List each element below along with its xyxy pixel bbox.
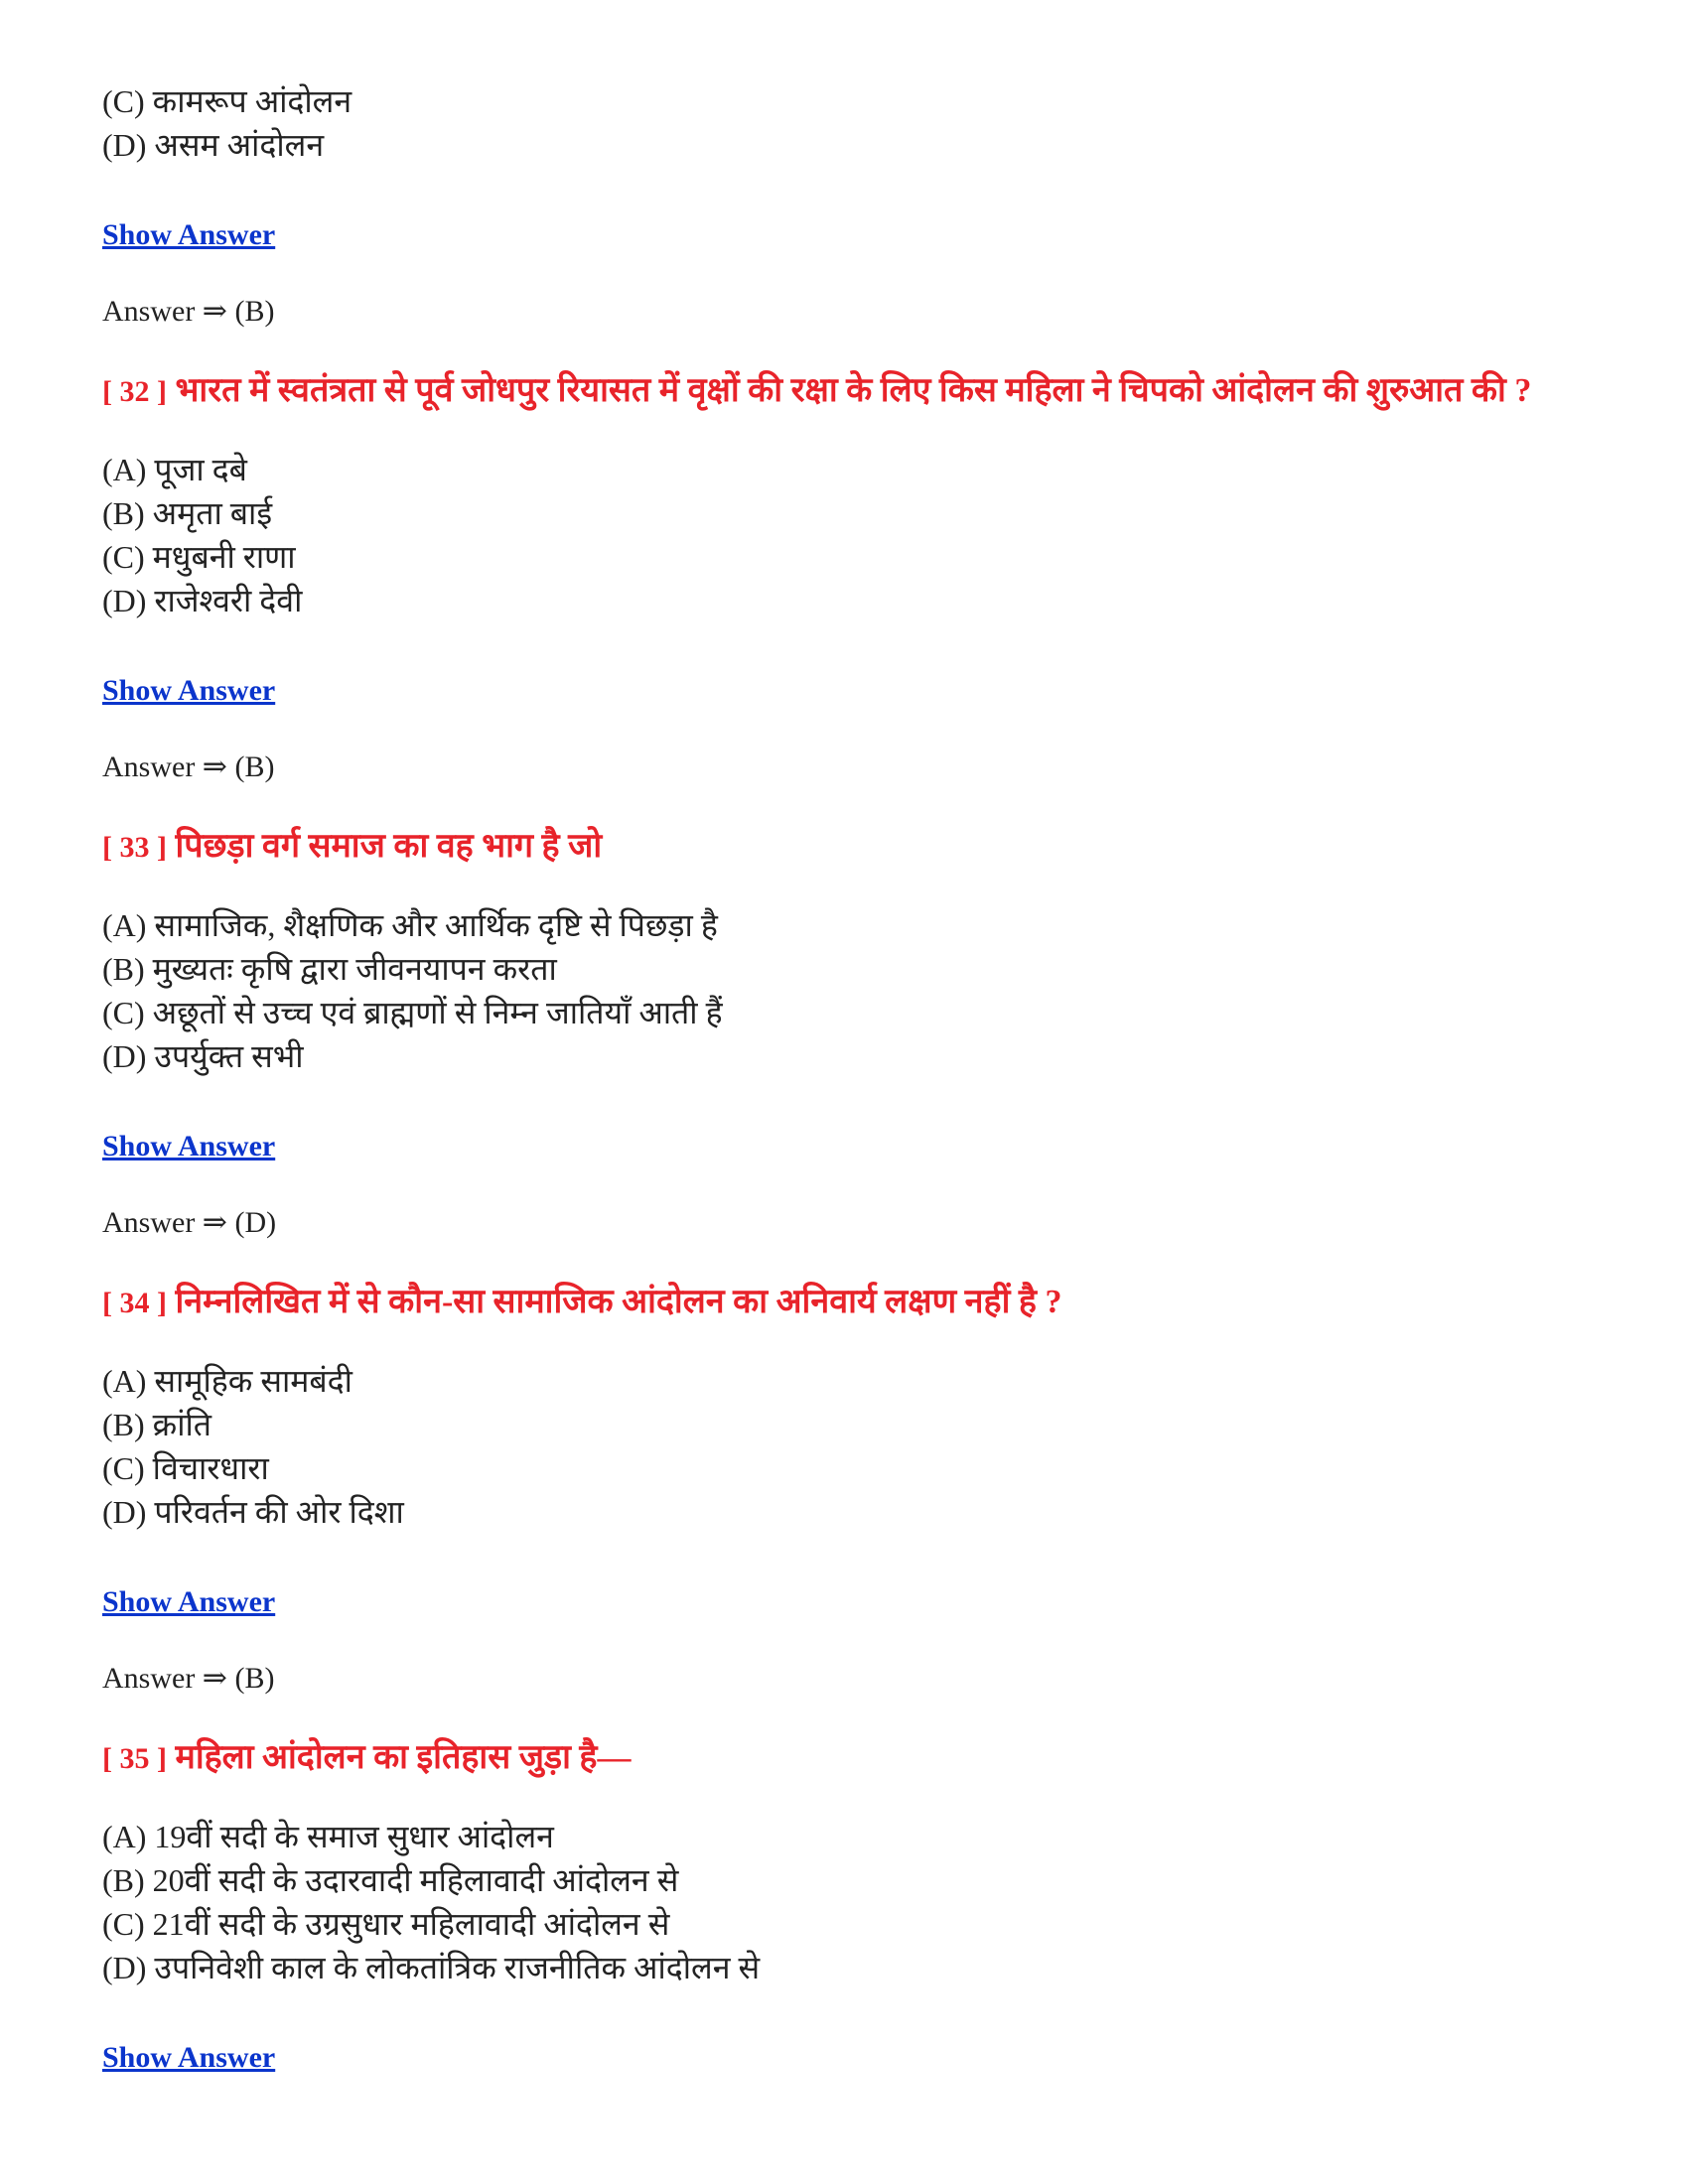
show-answer-link[interactable]: Show Answer	[102, 1585, 276, 1618]
question-number: [ 33 ]	[102, 831, 167, 864]
answer-text: Answer ⇒ (B)	[102, 295, 275, 328]
option-a: (A) सामूहिक सामबंदी	[102, 1363, 352, 1399]
question-title	[102, 369, 1592, 414]
question-block-prev	[102, 79, 1592, 332]
show-answer-link[interactable]: Show Answer	[102, 218, 276, 251]
question-number: [ 34 ]	[102, 1287, 167, 1319]
question-title	[102, 1736, 1592, 1781]
option-b: (B) अमृता बाई	[102, 495, 273, 531]
option-d: (D) असम आंदोलन	[102, 127, 325, 163]
question-title	[102, 825, 1592, 870]
option-d: (D) उपर्युक्त सभी	[102, 1038, 304, 1074]
question-text: महिला आंदोलन का इतिहास जुड़ा है—	[175, 1739, 632, 1776]
option-c: (C) 21वीं सदी के उग्रसुधार महिलावादी आंदोलन से	[102, 1906, 670, 1942]
option-a: (A) सामाजिक, शैक्षणिक और आर्थिक दृष्टि से पिछड़ा है	[102, 907, 718, 943]
option-d: (D) उपनिवेशी काल के लोकतांत्रिक राजनीतिक आंदोलन से	[102, 1950, 761, 1985]
show-answer-link[interactable]: Show Answer	[102, 2041, 276, 2074]
question-block-35	[102, 1736, 1592, 2075]
option-b: (B) मुख्यतः कृषि द्वारा जीवनयापन करता	[102, 951, 557, 987]
option-b: (B) क्रांति	[102, 1407, 212, 1442]
options-list	[102, 1359, 1592, 1534]
question-block-32	[102, 369, 1592, 787]
options-list	[102, 448, 1592, 622]
option-c: (C) विचारधारा	[102, 1450, 269, 1486]
question-block-34	[102, 1281, 1592, 1699]
option-c: (C) कामरूप आंदोलन	[102, 83, 352, 119]
option-a: (A) 19वीं सदी के समाज सुधार आंदोलन	[102, 1819, 554, 1854]
question-text: निम्नलिखित में से कौन-सा सामाजिक आंदोलन का अनिवार्य लक्षण नहीं है ?	[175, 1284, 1062, 1320]
question-block-33	[102, 825, 1592, 1243]
options-list	[102, 903, 1592, 1078]
question-number: [ 32 ]	[102, 375, 167, 408]
answer-text: Answer ⇒ (B)	[102, 751, 275, 783]
option-d: (D) परिवर्तन की ओर दिशा	[102, 1494, 404, 1530]
option-b: (B) 20वीं सदी के उदारवादी महिलावादी आंदोलन से	[102, 1862, 679, 1898]
option-c: (C) मधुबनी राणा	[102, 539, 296, 575]
question-number: [ 35 ]	[102, 1742, 167, 1775]
option-a: (A) पूजा दबे	[102, 452, 247, 487]
option-c: (C) अछूतों से उच्च एवं ब्राह्मणों से निम्न जातियाँ आती हैं	[102, 995, 723, 1030]
show-answer-link[interactable]: Show Answer	[102, 674, 276, 707]
options-list	[102, 1815, 1592, 1989]
show-answer-link[interactable]: Show Answer	[102, 1130, 276, 1162]
answer-text: Answer ⇒ (B)	[102, 1662, 275, 1695]
option-d: (D) राजेश्वरी देवी	[102, 583, 303, 618]
question-text: पिछड़ा वर्ग समाज का वह भाग है जो	[175, 828, 603, 865]
question-title	[102, 1281, 1592, 1325]
question-text: भारत में स्वतंत्रता से पूर्व जोधपुर रियासत में वृक्षों की रक्षा के लिए किस महिला ने चिपको आंदोलन की शुरुआत की ?	[175, 372, 1532, 409]
answer-text: Answer ⇒ (D)	[102, 1206, 277, 1239]
quiz-page	[102, 79, 1592, 2075]
